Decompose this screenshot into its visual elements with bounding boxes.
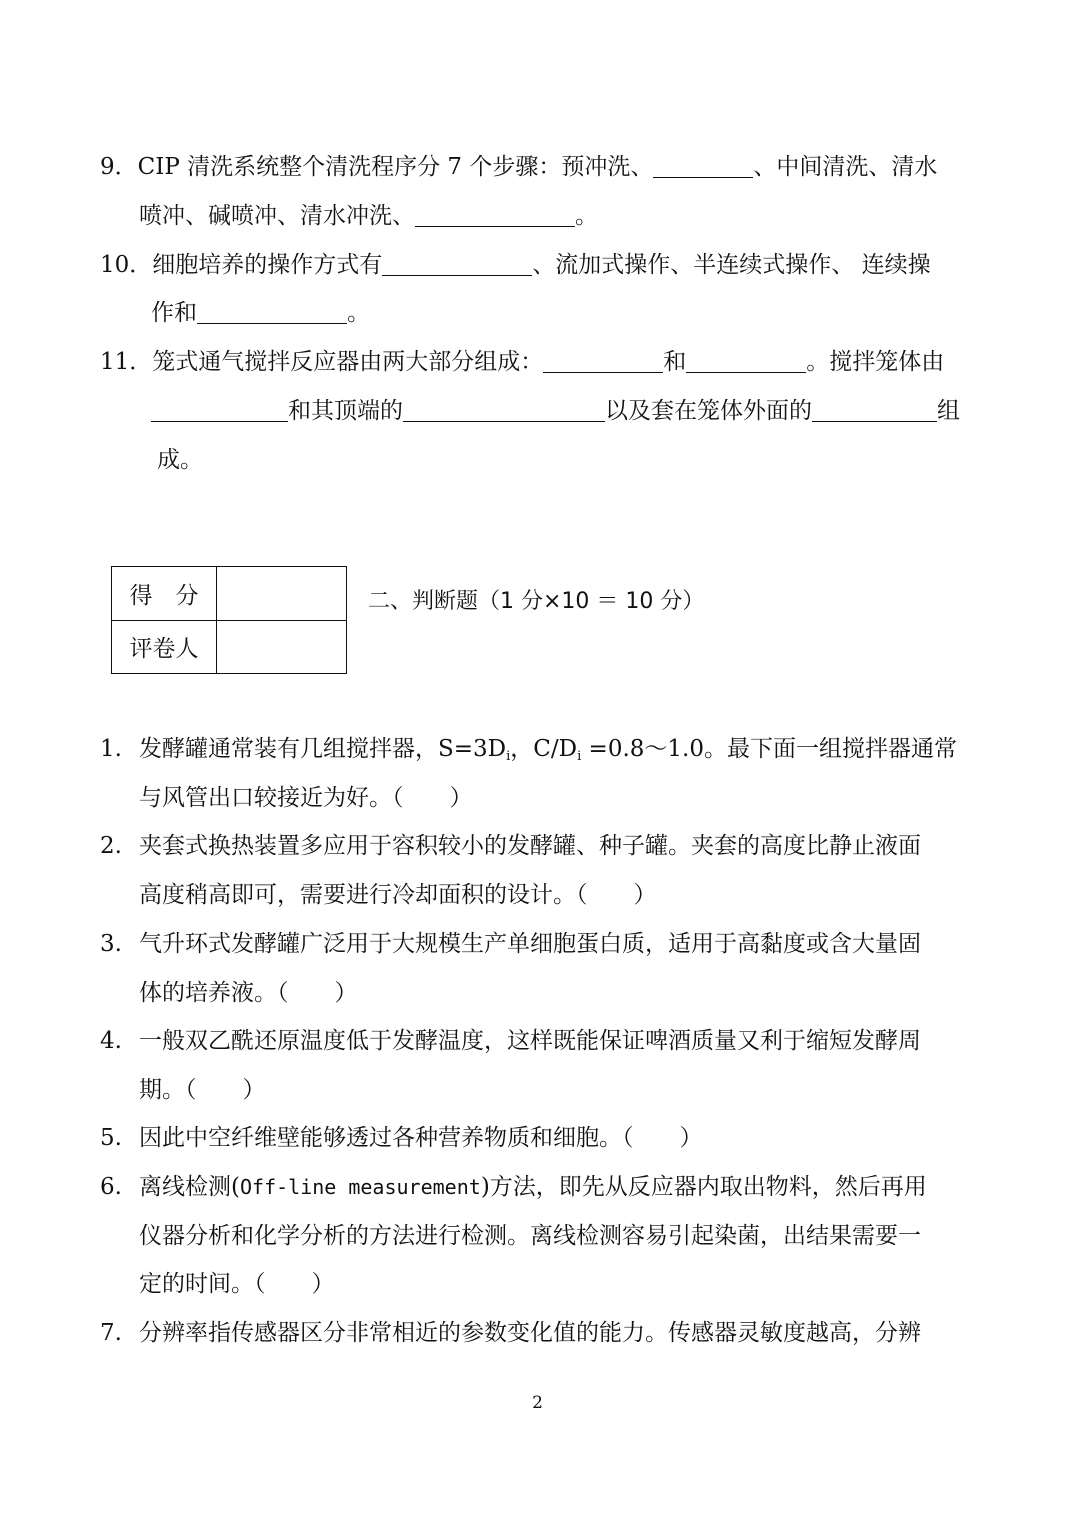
q11-number: 11． [100,349,153,375]
tf-q1-number: 1. [100,736,122,762]
q10-text-1: 细胞培养的操作方式有 [152,252,383,278]
q11-text-4: 和其顶端的 [288,398,403,424]
tf-q3-text-1: 气升环式发酵罐广泛用于大规模生产单细胞蛋白质，适用于高黏度或含大量固 [139,931,921,957]
q9-text-3: 喷冲、碱喷冲、清水冲洗、 [139,203,415,229]
tf-q7-number: 7. [100,1320,122,1346]
tf-q6-text-2: )方法，即先从反应器内取出物料，然后再用 [480,1174,927,1200]
tf-q3-line1 [100,929,921,959]
tf-q6-text-1: 离线检测( [139,1174,240,1200]
grader-cell[interactable] [217,620,347,674]
q9-text-1: CIP 清洗系统整个清洗程序分 7 个步骤：预冲洗、 [137,154,654,180]
q9-blank-1[interactable] [653,155,753,178]
score-row [112,567,347,621]
tf-q4-line2: 期。（ ） [139,1077,266,1103]
q9-line2 [139,201,598,231]
tf-q1-sub-1: i [506,749,511,764]
tf-q1-line2: 与风管出口较接近为好。（ ） [139,785,473,811]
tf-q7-text-1: 分辨率指传感器区分非常相近的参数变化值的能力。传感器灵敏度越高，分辨 [139,1320,921,1346]
q9-blank-2[interactable] [415,204,575,227]
q10-line1 [100,250,931,280]
q10-line2 [151,298,370,328]
tf-q1-text-3: =0.8～1.0。最下面一组搅拌器通常 [581,736,957,762]
q10-blank-2[interactable] [197,301,347,324]
q11-line1 [100,347,944,377]
q11-line3 [157,445,203,475]
page-number: 2 [532,1393,543,1413]
q11-text-1: 笼式通气搅拌反应器由两大部分组成： [152,349,544,375]
q10-text-2: 、流加式操作、半连续式操作、 连续操 [532,252,931,278]
score-cell[interactable] [217,567,347,621]
q11-blank-5[interactable] [812,399,937,422]
tf-q7-line1 [100,1318,921,1348]
q10-blank-1[interactable] [382,253,532,276]
q11-blank-2[interactable] [686,350,806,373]
section-title: 二、判断题（1 分×10 ＝ 10 分） [368,589,705,614]
tf-q6-mono-text: Off-line measurement [239,1175,481,1199]
q11-blank-4[interactable] [403,399,605,422]
q11-text-3: 。搅拌笼体由 [806,349,945,375]
tf-q1-text-2: ，C/D [510,736,578,762]
tf-q6-line3: 定的时间。（ ） [139,1271,335,1297]
tf-q4-text-1: 一般双乙酰还原温度低于发酵温度，这样既能保证啤酒质量又利于缩短发酵周 [139,1028,921,1054]
score-label: 得 分 [112,567,217,621]
tf-q4-number: 4. [100,1028,122,1054]
q11-text-7: 成。 [157,447,203,473]
q11-blank-1[interactable] [543,350,663,373]
tf-q5-number: 5. [100,1125,122,1151]
tf-q5-line1 [100,1123,703,1153]
tf-q2-line2: 高度稍高即可，需要进行冷却面积的设计。（ ） [139,882,657,908]
tf-q2-text-1: 夹套式换热装置多应用于容积较小的发酵罐、种子罐。夹套的高度比静止液面 [139,833,921,859]
score-table [111,566,347,674]
q11-blank-3[interactable] [151,399,288,422]
tf-q2-number: 2. [100,833,122,859]
q9-line1 [100,152,937,182]
tf-q2-line1 [100,831,921,861]
q11-line2 [151,396,960,426]
tf-q1-line1 [100,734,957,764]
tf-q6-line1 [100,1172,927,1202]
q11-text-2: 和 [663,349,687,375]
q9-text-4: 。 [575,203,598,229]
tf-q4-line1 [100,1026,921,1056]
q11-text-6: 组 [937,398,960,424]
q10-text-3: 作和 [151,300,197,326]
q9-text-2: 、中间清洗、清水 [753,154,938,180]
q11-text-5: 以及套在笼体外面的 [605,398,812,424]
q10-text-4: 。 [347,300,370,326]
tf-q6-number: 6. [100,1174,122,1200]
grader-row [112,620,347,674]
tf-q6-line2: 仪器分析和化学分析的方法进行检测。离线检测容易引起染菌，出结果需要一 [139,1223,921,1249]
q9-number: 9． [100,154,138,180]
tf-q1-sub-2: i [577,749,582,764]
tf-q3-number: 3. [100,931,122,957]
q10-number: 10． [100,252,153,278]
grader-label: 评卷人 [112,620,217,674]
tf-q3-line2: 体的培养液。（ ） [139,980,358,1006]
tf-q5-text-1: 因此中空纤维壁能够透过各种营养物质和细胞。（ ） [139,1125,703,1151]
tf-q1-text-1: 发酵罐通常装有几组搅拌器，S=3D [139,736,507,762]
